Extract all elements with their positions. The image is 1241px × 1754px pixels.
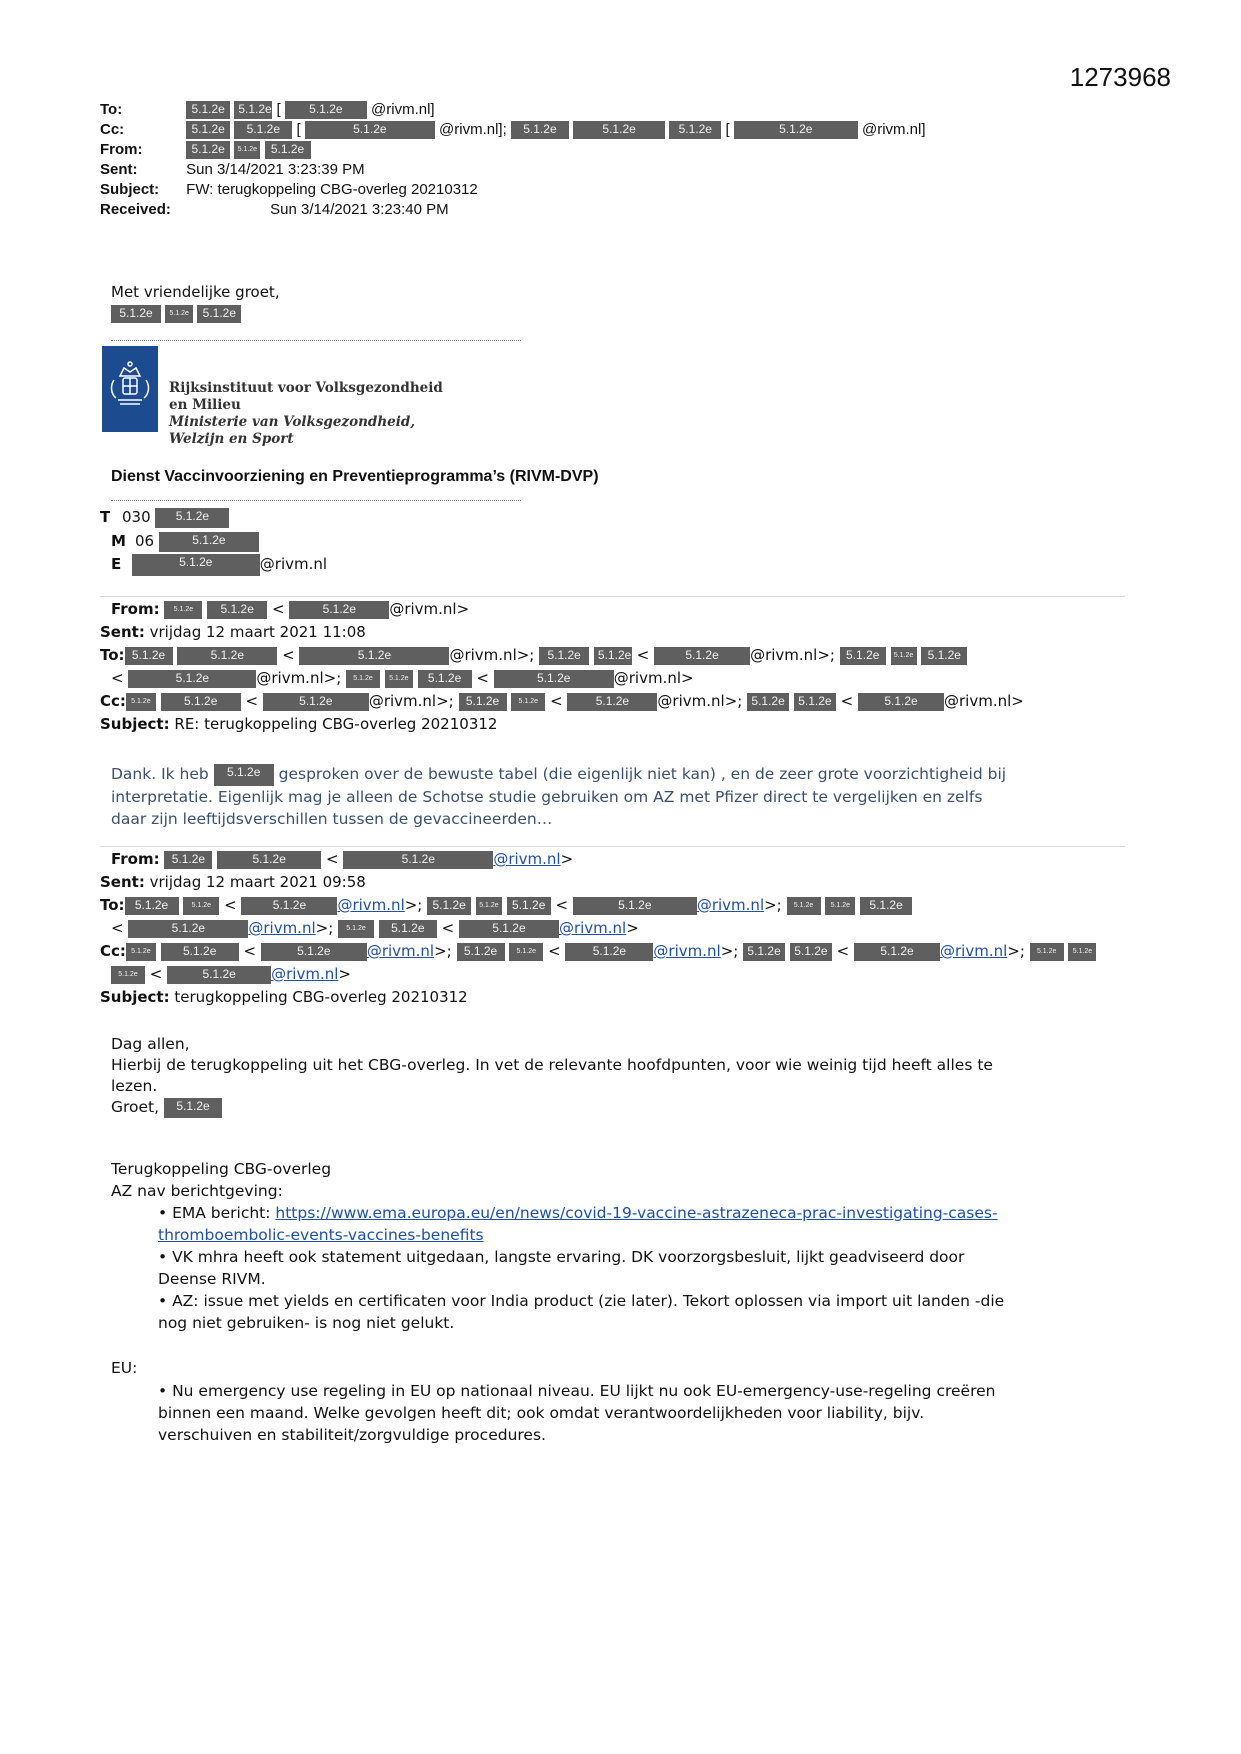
bullet-az-line-1: • AZ: issue met yields en certificaten voor India product (zie later). Tekort oplossen via import uit landen -die (158, 1292, 1005, 1310)
redacted-block: 5.1.2e (860, 897, 912, 915)
email1-body-line-3: daar zijn leeftijdsverschillen tussen de gevaccineerden… (111, 809, 553, 828)
redacted-block: 5.1.2e (285, 101, 367, 119)
redacted-block: 5.1.2e (299, 647, 449, 665)
eu-bullets (158, 1380, 995, 1446)
redacted-block: 5.1.2e (825, 897, 855, 915)
redacted-block: 5.1.2e (509, 943, 543, 961)
redacted-block: 5.1.2e (1030, 943, 1064, 961)
email2-sent-label: Sent: (100, 873, 145, 891)
bullet-mhra-line-1: • VK mhra heeft ook statement uitgedaan, langste ervaring. DK voorzorgsbesluit, lijkt geadviseerd door (158, 1248, 965, 1266)
email2-sent-value: vrijdag 12 maart 2021 09:58 (149, 873, 366, 891)
header-subject-value: FW: terugkoppeling CBG-overleg 20210312 (186, 181, 478, 198)
email-e-row (111, 553, 327, 576)
email2-intro-line-2: lezen. (111, 1077, 158, 1095)
email1-to-label: To: (100, 646, 125, 664)
eu-bullet-line-2: binnen een maand. Welke gevolgen heeft dit; ook omdat verantwoordelijkheden voor liability, bijv. (158, 1404, 925, 1422)
email1-to-row: To: 5.1.2e 5.1.2e < 5.1.2e @rivm.nl>; 5.1.2e 5.1.2e < 5.1.2e @rivm.nl>; 5.1.2e 5.1.2e 5.1.2e (100, 644, 967, 666)
redacted-block: 5.1.2e (669, 121, 721, 139)
az-heading: AZ nav berichtgeving: (111, 1182, 283, 1200)
redacted-block: 5.1.2e (241, 897, 337, 915)
email1-sent-value: vrijdag 12 maart 2021 11:08 (149, 623, 366, 641)
section-title: Terugkoppeling CBG-overleg (111, 1160, 332, 1178)
header-cc-row: Cc: 5.1.2e 5.1.2e [ 5.1.2e @rivm.nl]; 5.1.2e 5.1.2e 5.1.2e [ 5.1.2e @rivm.nl] (100, 119, 926, 141)
signature-name-row (111, 303, 241, 325)
email1-cc-row: Cc: 5.1.2e 5.1.2e < 5.1.2e @rivm.nl>; 5.1.2e 5.1.2e < 5.1.2e @rivm.nl>; 5.1.2e 5.1.2e < 5.1.2e @rivm.nl> (100, 692, 1024, 710)
email-link[interactable]: @rivm.nl (366, 942, 435, 960)
redacted-block: 5.1.2e (128, 920, 248, 938)
redacted-block: 5.1.2e (743, 943, 785, 961)
redacted-block: 5.1.2e (305, 121, 435, 139)
redacted-block: 5.1.2e (794, 693, 836, 711)
email1-to-row-2: < 5.1.2e @rivm.nl>; 5.1.2e 5.1.2e 5.1.2e < 5.1.2e @rivm.nl> (111, 669, 694, 687)
redacted-block: 5.1.2e (747, 693, 789, 711)
redacted-block: 5.1.2e (126, 943, 156, 961)
signature-greeting: Met vriendelijke groet, (111, 283, 280, 301)
redacted-block: 5.1.2e (186, 121, 230, 139)
redacted-block: 5.1.2e (858, 693, 944, 711)
email1-cc-label: Cc: (100, 692, 126, 710)
logo-line-3: Ministerie van Volksgezondheid, (169, 414, 416, 430)
email1-body-line-2: interpretatie. Eigenlijk mag je alleen de Schotse studie gebruiken om AZ met Pfizer direct te vergelijken en zelfs (111, 787, 983, 806)
header-subject-label: Subject: (100, 181, 160, 198)
email2-closing: Groet, 5.1.2e (111, 1097, 993, 1118)
redacted-block: 5.1.2e (161, 943, 239, 961)
redacted-block: 5.1.2e (494, 670, 614, 688)
redacted-block: 5.1.2e (186, 101, 230, 119)
header-received-label: Received: (100, 201, 171, 218)
email1-subject-value: RE: terugkoppeling CBG-overleg 20210312 (174, 715, 498, 733)
header-subject-row (100, 179, 478, 201)
email2-subject-label: Subject: (100, 988, 170, 1006)
phone-m-label: M (111, 532, 126, 550)
redacted-block: 5.1.2e (111, 305, 161, 323)
redacted-block: 5.1.2e (854, 943, 940, 961)
royal-crest-icon (102, 346, 158, 432)
redacted-block: 5.1.2e (565, 943, 653, 961)
email-e-suffix: @rivm.nl (259, 555, 328, 573)
email1-subject-label: Subject: (100, 715, 170, 733)
email-link[interactable]: @rivm.nl (337, 896, 405, 914)
email1-body (111, 763, 1006, 830)
redacted-block: 5.1.2e (594, 647, 632, 665)
redacted-block: 5.1.2e (476, 897, 502, 915)
email-link[interactable]: @rivm.nl (696, 896, 765, 914)
email-separator (100, 846, 1125, 847)
email2-to-label: To: (100, 896, 125, 914)
email-link[interactable]: @rivm.nl (653, 942, 721, 960)
bullet-ema-cont (158, 1224, 1004, 1246)
redacted-block: 5.1.2e (234, 121, 292, 139)
email2-cc-row: Cc: 5.1.2e 5.1.2e < 5.1.2e @rivm.nl>; 5.1.2e 5.1.2e < 5.1.2e @rivm.nl>; 5.1.2e 5.1.2e < 5.1.2e @rivm.nl>; 5.1.2e 5.1.2e (100, 940, 1096, 962)
az-bullets (158, 1202, 1004, 1334)
redacted-block: 5.1.2e (186, 141, 230, 159)
email-e-label: E (111, 555, 122, 573)
redacted-block: 5.1.2e (161, 693, 241, 711)
redacted-block: 5.1.2e (125, 897, 179, 915)
redacted-block: 5.1.2e (427, 897, 471, 915)
redacted-block: 5.1.2e (459, 693, 507, 711)
redacted-block: 5.1.2e (183, 897, 219, 915)
redacted-block: 5.1.2e (338, 920, 374, 938)
eu-heading: EU: (111, 1359, 138, 1377)
redacted-block: 5.1.2e (418, 670, 472, 688)
email-link[interactable]: @rivm.nl (271, 965, 339, 983)
email1-subject-row (100, 713, 497, 735)
redacted-block: 5.1.2e (214, 764, 274, 786)
redacted-block: 5.1.2e (111, 966, 145, 984)
eu-bullet-line-3: verschuiven en stabiliteit/zorgvuldige procedures. (158, 1426, 546, 1444)
redacted-block: 5.1.2e (263, 693, 369, 711)
department-name: Dienst Vaccinvoorziening en Preventieprogramma’s (RIVM-DVP) (111, 468, 599, 485)
bullet-mhra-line-2: Deense RIVM. (158, 1270, 266, 1288)
email1-from-row: From: 5.1.2e 5.1.2e < 5.1.2e @rivm.nl> (111, 600, 470, 618)
eu-bullet-line-1: • Nu emergency use regeling in EU op nationaal niveau. EU lijkt nu ook EU-emergency-use-regeling creëren (158, 1382, 996, 1400)
email1-sent-row (100, 621, 366, 643)
redacted-block: 5.1.2e (921, 647, 967, 665)
email2-to-row-2: < 5.1.2e @rivm.nl>; 5.1.2e 5.1.2e < 5.1.2e @rivm.nl> (111, 919, 639, 937)
redacted-block: 5.1.2e (573, 897, 697, 915)
email2-subject-value: terugkoppeling CBG-overleg 20210312 (174, 988, 468, 1006)
redacted-block: 5.1.2e (289, 601, 389, 619)
email-link[interactable]: @rivm.nl (940, 942, 1008, 960)
redacted-block: 5.1.2e (126, 693, 156, 711)
redacted-block: 5.1.2e (734, 121, 858, 139)
header-sent-row (100, 159, 365, 181)
phone-t-row (100, 506, 229, 528)
redacted-block: 5.1.2e (125, 647, 173, 665)
phone-t-label: T (100, 508, 111, 526)
redacted-block: 5.1.2e (132, 554, 260, 576)
redacted-block: 5.1.2e (379, 920, 437, 938)
document-id: 1273968 (1069, 62, 1171, 92)
redacted-block: 5.1.2e (234, 141, 260, 159)
phone-t-prefix: 030 (122, 508, 151, 526)
bullet-az-line-2: nog niet gebruiken- is nog niet gelukt. (158, 1314, 455, 1332)
header-to-row: To: 5.1.2e 5.1.2e [ 5.1.2e @rivm.nl] (100, 99, 435, 121)
redacted-block: 5.1.2e (346, 670, 380, 688)
section-feedback (111, 1158, 331, 1202)
email2-cc-row-2: 5.1.2e < 5.1.2e @rivm.nl> (111, 963, 351, 985)
bullet-ema: • EMA bericht: https://www.ema.europa.eu/en/news/covid-19-vaccine-astrazeneca-prac-investigating-cases- (158, 1204, 998, 1222)
redacted-block: 5.1.2e (343, 851, 493, 869)
redacted-block: 5.1.2e (539, 647, 589, 665)
header-to-label: To: (100, 101, 123, 118)
redacted-block: 5.1.2e (207, 601, 267, 619)
header-received-row (100, 199, 449, 221)
redacted-block: 5.1.2e (165, 305, 193, 323)
rivm-logo (102, 346, 158, 432)
redacted-block: 5.1.2e (197, 305, 241, 323)
redacted-block: 5.1.2e (567, 693, 657, 711)
redacted-block: 5.1.2e (457, 943, 505, 961)
email2-subject-row (100, 986, 468, 1008)
redacted-block: 5.1.2e (507, 897, 551, 915)
email1-body-line-1: Dank. Ik heb 5.1.2e gesproken over de bewuste tabel (die eigenlijk niet kan) , en de zeer grote voorzichtigheid bij (111, 763, 1006, 786)
logo-line-4: Welzijn en Sport (169, 431, 294, 447)
redacted-block: 5.1.2e (155, 508, 229, 528)
redacted-block: 5.1.2e (459, 920, 559, 938)
email-link[interactable]: @rivm.nl (558, 919, 627, 937)
redacted-block: 5.1.2e (234, 101, 272, 119)
header-sent-label: Sent: (100, 161, 138, 178)
dotted-divider (111, 340, 521, 341)
redacted-block: 5.1.2e (573, 121, 665, 139)
ema-link[interactable]: https://www.ema.europa.eu/en/news/covid-19-vaccine-astrazeneca-prac-investigating-cases- (275, 1204, 998, 1222)
logo-line-2: en Milieu (169, 397, 241, 413)
redacted-block: 5.1.2e (128, 670, 256, 688)
logo-line-1: Rijksinstituut voor Volksgezondheid (169, 380, 443, 396)
email2-greeting: Dag allen, (111, 1035, 190, 1053)
email2-from-row: From: 5.1.2e 5.1.2e < 5.1.2e @rivm.nl> (111, 850, 574, 868)
header-cc-label: Cc: (100, 121, 125, 138)
redacted-block: 5.1.2e (265, 141, 311, 159)
redacted-block: 5.1.2e (840, 647, 886, 665)
header-from-label: From: (100, 141, 143, 158)
redacted-block: 5.1.2e (787, 897, 821, 915)
ema-link-cont[interactable]: thromboembolic-events-vaccines-benefits (158, 1226, 484, 1244)
email2-from-label: From: (111, 850, 160, 868)
email-separator (100, 596, 1125, 597)
redacted-block: 5.1.2e (164, 601, 202, 619)
header-to-domain: @rivm.nl] (371, 101, 435, 118)
email-link[interactable]: @rivm.nl (248, 919, 316, 937)
email1-sent-label: Sent: (100, 623, 145, 641)
phone-m-prefix: 06 (135, 532, 155, 550)
email2-cc-label: Cc: (100, 942, 126, 960)
email1-from-label: From: (111, 600, 160, 618)
header-received-value: Sun 3/14/2021 3:23:40 PM (270, 201, 449, 218)
email2-sent-row (100, 871, 366, 893)
redacted-block: 5.1.2e (385, 670, 413, 688)
redacted-block: 5.1.2e (159, 532, 259, 552)
email2-to-row: To: 5.1.2e 5.1.2e < 5.1.2e @rivm.nl>; 5.1.2e 5.1.2e 5.1.2e < 5.1.2e @rivm.nl>; 5.1.2e 5.1.2e 5.1.2e (100, 894, 912, 916)
redacted-block: 5.1.2e (164, 1098, 222, 1118)
email2-intro-line-1: Hierbij de terugkoppeling uit het CBG-overleg. In vet de relevante hoofdpunten, voor wie weinig tijd heeft alles te (111, 1056, 993, 1074)
phone-m-row (111, 530, 259, 552)
redacted-block: 5.1.2e (511, 121, 569, 139)
redacted-block: 5.1.2e (261, 943, 367, 961)
redacted-block: 5.1.2e (167, 966, 271, 984)
redacted-block: 5.1.2e (164, 851, 212, 869)
header-sent-value: Sun 3/14/2021 3:23:39 PM (186, 161, 365, 178)
redacted-block: 5.1.2e (891, 647, 917, 665)
redacted-block: 5.1.2e (177, 647, 277, 665)
email2-body-intro (111, 1034, 993, 1118)
header-from-row (100, 139, 311, 161)
logo-text (169, 380, 443, 448)
redacted-block: 5.1.2e (217, 851, 321, 869)
redacted-block: 5.1.2e (511, 693, 545, 711)
dotted-divider (111, 500, 521, 501)
redacted-block: 5.1.2e (654, 647, 750, 665)
redacted-block: 5.1.2e (790, 943, 832, 961)
redacted-block: 5.1.2e (1068, 943, 1096, 961)
email2-from-link[interactable]: @rivm.nl (493, 850, 561, 868)
